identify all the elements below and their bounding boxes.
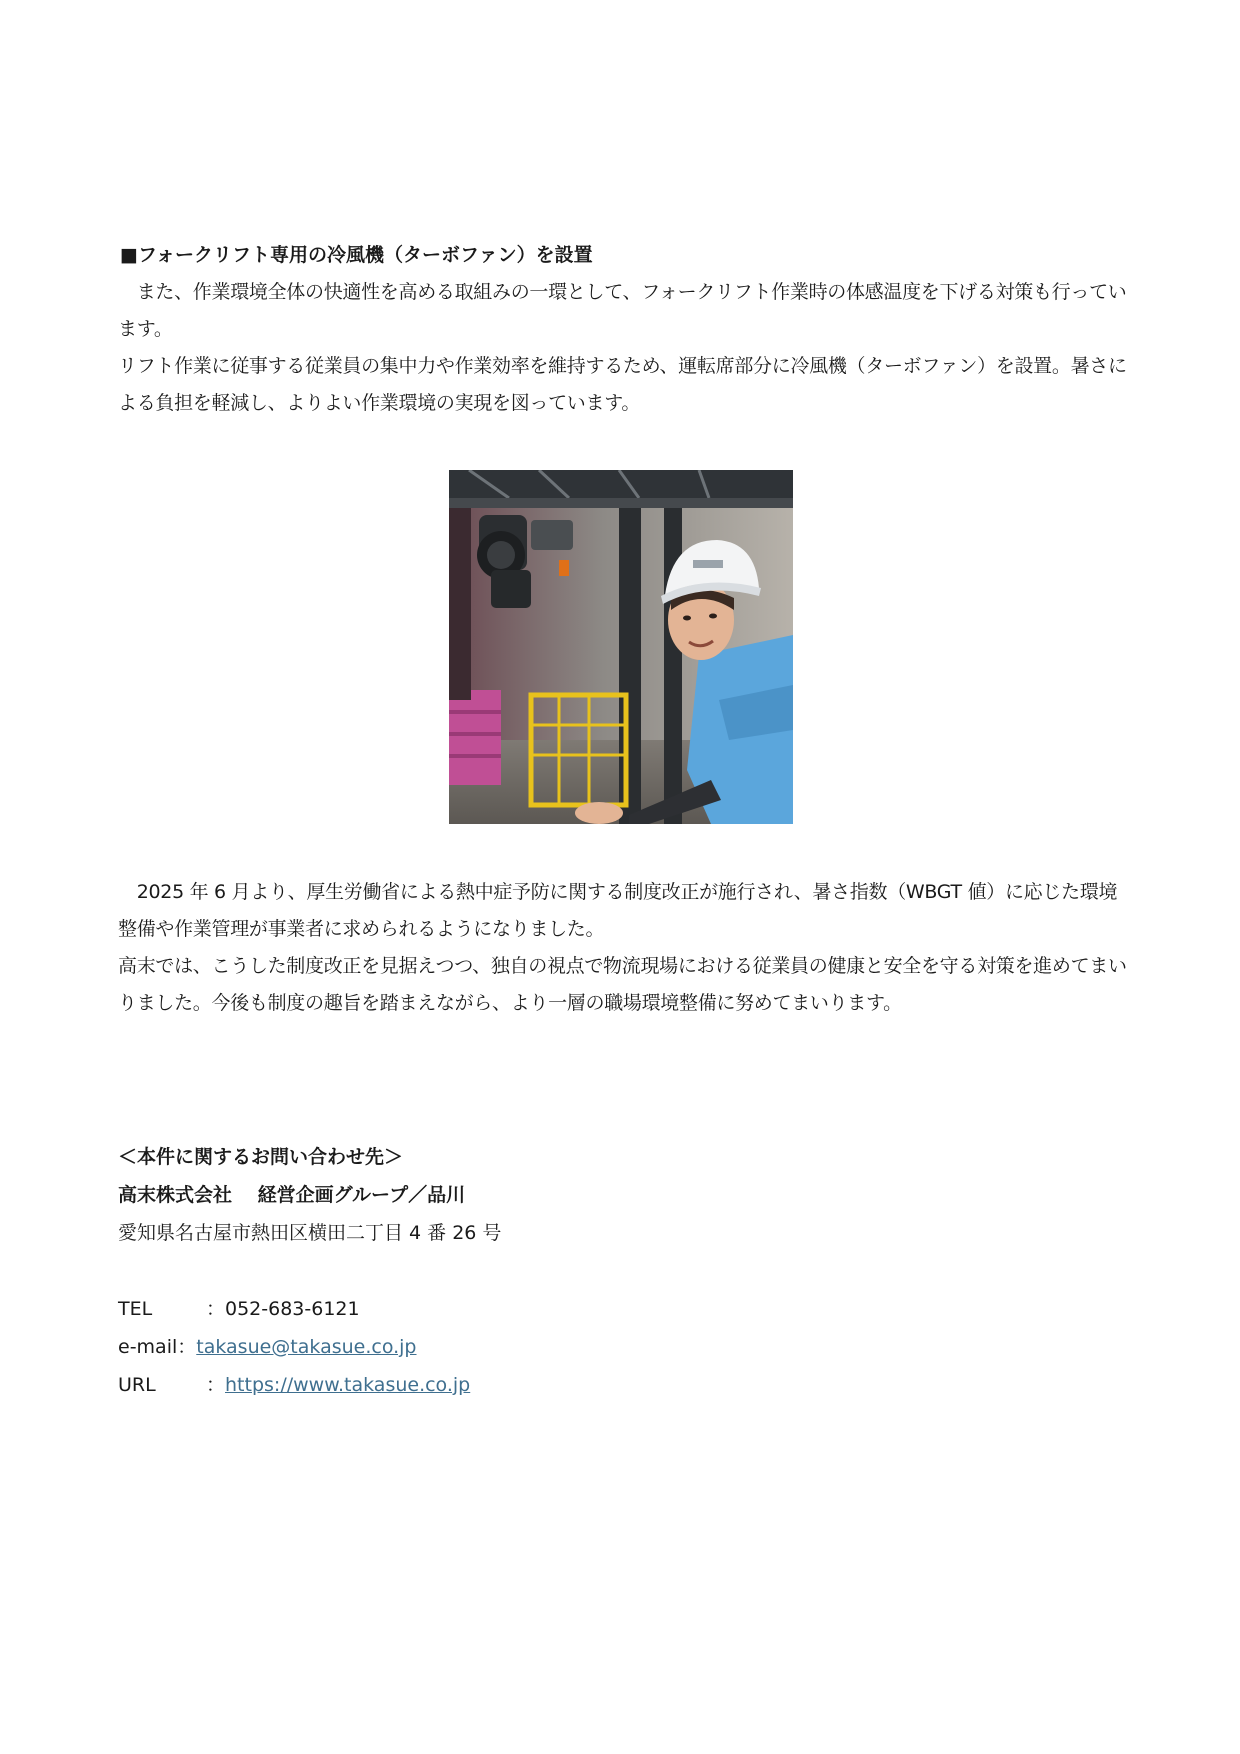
paragraph-regulation [118, 874, 1128, 1022]
contact-company: 高末株式会社 経営企画グループ／品川 [118, 1184, 466, 1206]
contact-block [118, 1138, 501, 1404]
paragraph-line: 高末では、こうした制度改正を見据えつつ、独自の視点で物流現場における従業員の健康と安全を守る対策を進めてまいりました。今後も制度の趣旨を踏まえながら、より一層の職場環境整備に努めてまいります。 [118, 955, 1127, 1014]
tel-value: ：052-683-6121 [206, 1298, 360, 1320]
contact-tel-row [118, 1290, 501, 1328]
paragraph-line: また、作業環境全体の快適性を高める取組みの一環として、フォークリフト作業時の体感温度を下げる対策も行っています。 [118, 281, 1127, 340]
contact-address: 愛知県名古屋市熱田区横田二丁目 4 番 26 号 [118, 1222, 502, 1244]
email-link[interactable]: takasue@takasue.co.jp [196, 1336, 417, 1358]
url-label: URL [118, 1374, 156, 1396]
contact-heading: ＜本件に関するお問い合わせ先＞ [118, 1146, 404, 1168]
spacer [118, 1252, 501, 1290]
tel-label: TEL [118, 1298, 153, 1320]
contact-email-row [118, 1328, 501, 1366]
website-link[interactable]: https://www.takasue.co.jp [225, 1374, 471, 1396]
forklift-worker-photo [449, 470, 793, 824]
url-separator: ： [206, 1374, 226, 1396]
paragraph-line: 2025 年 6 月より、厚生労働省による熱中症予防に関する制度改正が施行され、暑さ指数（WBGT 値）に応じた環境整備や作業管理が事業者に求められるようになりました。 [118, 881, 1118, 940]
paragraph-line: リフト作業に従事する従業員の集中力や作業効率を維持するため、運転席部分に冷風機（ターボファン）を設置。暑さによる負担を軽減し、よりよい作業環境の実現を図っています。 [118, 355, 1127, 414]
paragraph-fan-intro [118, 274, 1128, 422]
section-heading: ■フォークリフト専用の冷風機（ターボファン）を設置 [120, 244, 593, 266]
contact-url-row [118, 1366, 501, 1404]
email-label: e-mail： [118, 1336, 197, 1358]
